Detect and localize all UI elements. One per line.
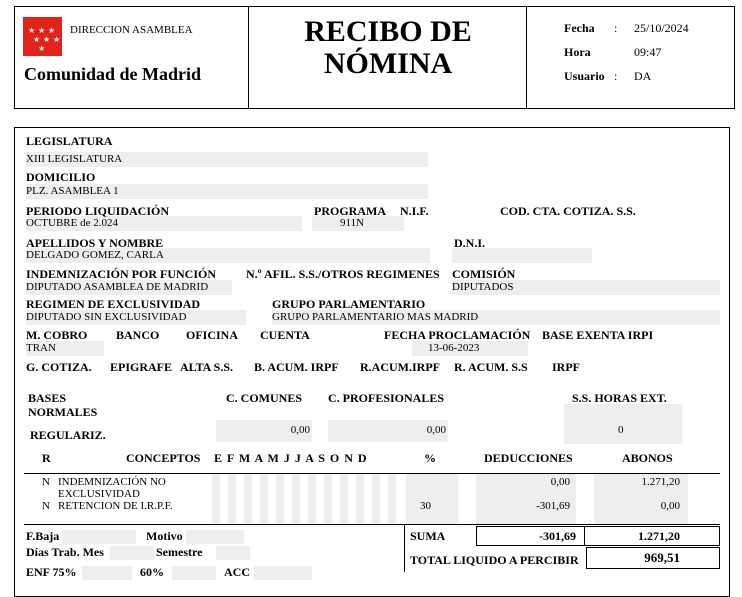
indemnizacion-label: INDEMNIZACIÓN POR FUNCIÓN — [26, 267, 217, 281]
regimen-value: DIPUTADO SIN EXCLUSIVIDAD — [26, 311, 187, 323]
afil-label: N.º AFIL. S.S./OTROS REGIMENES — [246, 267, 440, 281]
apellidos-label: APELLIDOS Y NOMBRE — [26, 236, 164, 250]
col-months-header: E F M A M J J A S O N D — [214, 451, 368, 465]
usuario-value: DA — [634, 69, 652, 83]
row-abono: 0,00 — [660, 500, 680, 512]
usuario-label: Usuario — [564, 69, 605, 83]
col-abonos-header: ABONOS — [622, 451, 673, 465]
base-exenta-label: BASE EXENTA IRPI — [542, 328, 654, 342]
regimen-label: REGIMEN DE EXCLUSIVIDAD — [26, 297, 201, 311]
domicilio-value: PLZ. ASAMBLEA 1 — [26, 185, 119, 197]
bases-label: BASES — [28, 391, 67, 405]
suma-label: SUMA — [410, 529, 446, 543]
racum-ss-label: R. ACUM. S.S — [454, 360, 528, 374]
banco-label: BANCO — [116, 328, 160, 342]
hora-value: 09:47 — [634, 45, 662, 59]
suma-deducciones-value: -301,69 — [539, 529, 576, 543]
usuario-colon: : — [614, 69, 618, 83]
irpf-label: IRPF — [552, 360, 580, 374]
total-value: 969,51 — [644, 550, 680, 565]
periodo-value: OCTUBRE de 2.024 — [26, 217, 118, 229]
regulariz-label: REGULARIZ. — [30, 428, 106, 442]
fbaja-label: F.Baja — [26, 529, 60, 543]
row-concept-cont: EXCLUSIVIDAD — [58, 488, 140, 500]
header-divider-2 — [526, 6, 527, 109]
dni-label: D.N.I. — [454, 236, 486, 250]
col-conceptos-header: CONCEPTOS — [126, 451, 201, 465]
fecha-proc-label: FECHA PROCLAMACIÓN — [384, 328, 531, 342]
row-abono: 1.271,20 — [641, 476, 680, 488]
apellidos-value: DELGADO GOMEZ, CARLA — [26, 249, 164, 261]
bacum-label: B. ACUM. IRPF — [254, 360, 339, 374]
pct60-label: 60% — [140, 565, 164, 579]
horas-value: 0 — [618, 424, 624, 436]
header-divider-1 — [248, 6, 249, 109]
periodo-label: PERIODO LIQUIDACIÓN — [26, 204, 170, 218]
title-line-1: RECIBO DE — [304, 15, 472, 48]
legislatura-label: LEGISLATURA — [26, 134, 113, 148]
acc-label: ACC — [224, 565, 250, 579]
horas-label: S.S. HORAS EXT. — [572, 391, 667, 405]
cuenta-label: CUENTA — [260, 328, 310, 342]
normales-label: NORMALES — [28, 405, 98, 419]
suma-abonos-value: 1.271,20 — [638, 529, 680, 543]
gcotiza-label: G. COTIZA. — [26, 360, 92, 374]
row-concept: INDEMNIZACIÓN NO — [58, 476, 166, 488]
comunes-value: 0,00 — [290, 424, 310, 436]
suma-box-divider — [584, 526, 585, 546]
mcobro-value: TRAN — [26, 342, 56, 354]
row-pct: 30 — [420, 500, 431, 512]
comunes-label: C. COMUNES — [226, 391, 303, 405]
racum-label: R.ACUM.IRPF — [360, 360, 440, 374]
mcobro-label: M. COBRO — [26, 328, 88, 342]
epigrafe-label: EPIGRAFE — [110, 360, 173, 374]
indemnizacion-value: DIPUTADO ASAMBLEA DE MADRID — [26, 281, 209, 293]
madrid-flag-stars-icon: ★ ★ ★ ★ ★ ★ ★ — [23, 17, 62, 56]
fecha-colon: : — [614, 21, 618, 35]
title-line-2: NÓMINA — [323, 47, 453, 80]
grupo-value: GRUPO PARLAMENTARIO MAS MADRID — [272, 311, 479, 323]
grupo-label: GRUPO PARLAMENTARIO — [272, 297, 426, 311]
fecha-proc-value: 13-06-2023 — [428, 342, 480, 354]
row-r: N — [42, 476, 50, 488]
comision-value: DIPUTADOS — [452, 281, 514, 293]
footer-rule — [24, 524, 720, 525]
col-pct-header: % — [424, 451, 436, 465]
domicilio-label: DOMICILIO — [26, 170, 96, 184]
row-r: N — [42, 500, 50, 512]
cod-cta-label: COD. CTA. COTIZA. S.S. — [500, 204, 636, 218]
programa-value: 911N — [340, 217, 365, 229]
total-label: TOTAL LIQUIDO A PERCIBIR — [410, 553, 579, 567]
legislatura-value: XIII LEGISLATURA — [26, 153, 123, 165]
org-small-label: DIRECCION ASAMBLEA — [70, 24, 193, 36]
enf75-label: ENF 75% — [26, 565, 77, 579]
motivo-label: Motivo — [146, 529, 183, 543]
org-name: Comunidad de Madrid — [24, 64, 202, 84]
alta-label: ALTA S.S. — [180, 360, 234, 374]
semestre-label: Semestre — [156, 545, 203, 559]
col-deducciones-header: DEDUCCIONES — [484, 451, 573, 465]
profesionales-label: C. PROFESIONALES — [328, 391, 445, 405]
col-r-header: R — [42, 451, 51, 465]
nif-label: N.I.F. — [400, 204, 429, 218]
profesionales-value: 0,00 — [426, 424, 446, 436]
programa-label: PROGRAMA — [314, 204, 386, 218]
footer-divider — [404, 524, 405, 572]
oficina-label: OFICINA — [186, 328, 239, 342]
hora-label: Hora — [564, 45, 591, 59]
fecha-label: Fecha — [564, 21, 595, 35]
row-deduccion: -301,69 — [536, 500, 570, 512]
fecha-value: 25/10/2024 — [634, 21, 689, 35]
page-title — [250, 16, 526, 80]
comision-label: COMISIÓN — [452, 267, 516, 281]
row-deduccion: 0,00 — [550, 476, 570, 488]
row-concept: RETENCION DE I.R.P.F. — [58, 500, 173, 512]
dias-label: Días Trab. Mes — [26, 545, 104, 559]
